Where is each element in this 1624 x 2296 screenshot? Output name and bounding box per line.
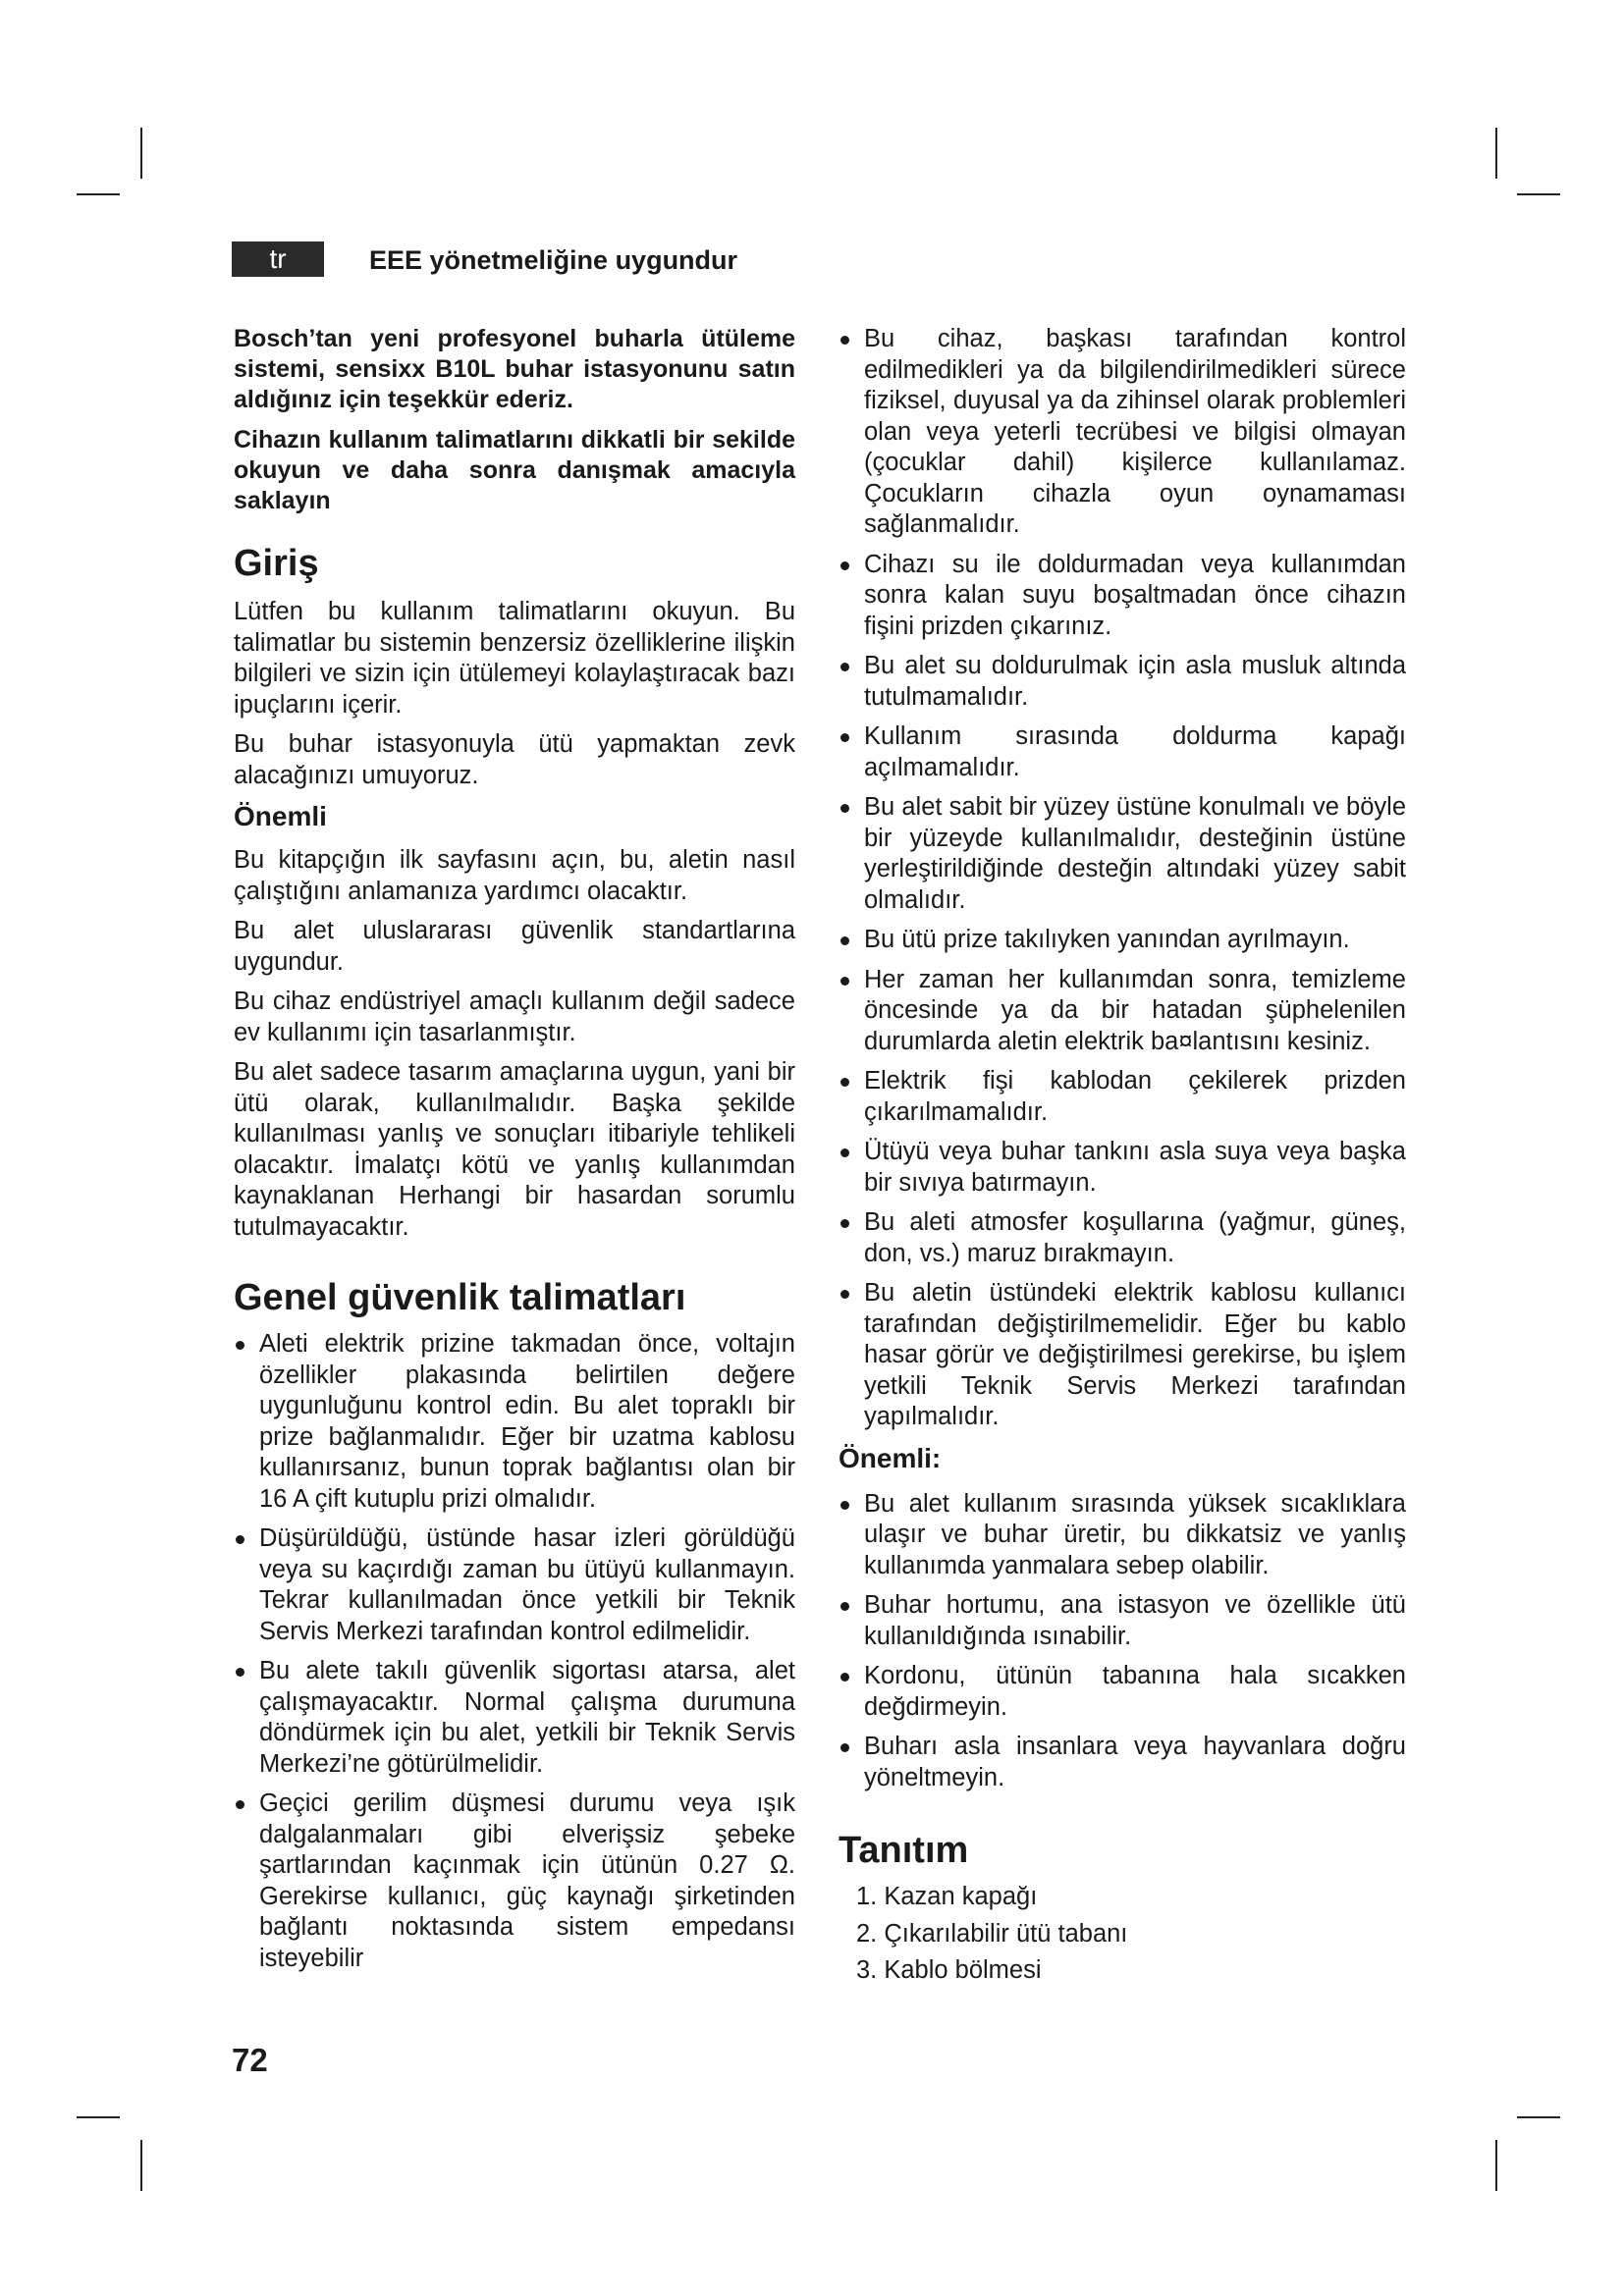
safety-list: [234, 1329, 795, 1974]
list-item: Bu alet kullanım sırasında yüksek sıcaklıklara ulaşır ve buhar üretir, bu dikkatsiz ve yanlış kullanımda yanmalara sebep olabilir.: [839, 1489, 1406, 1582]
crop-mark: [77, 2116, 120, 2118]
list-item: Her zaman her kullanımdan sonra, temizleme öncesinde ya da bir hatadan şüphelenilen durumlarda aletin elektrik ba¤lantısını kesiniz.: [839, 965, 1406, 1058]
page-number: 72: [232, 2042, 268, 2078]
crop-mark: [1517, 2116, 1560, 2118]
list-item: Elektrik fişi kablodan çekilerek prizden çıkarılmamalıdır.: [839, 1066, 1406, 1128]
list-item: Bu alet su doldurulmak için asla musluk altında tutulmamalıdır.: [839, 651, 1406, 713]
list-item: Cihazı su ile doldurmadan veya kullanımdan sonra kalan suyu boşaltmadan önce cihazın fişini prizden çıkarınız.: [839, 550, 1406, 643]
safety-list-continued: [839, 324, 1406, 1433]
section-heading-tanitim: Tanıtım: [839, 1830, 969, 1871]
list-item: Buhar hortumu, ana istasyon ve özellikle ütü kullanıldığında ısınabilir.: [839, 1590, 1406, 1652]
list-item: Aleti elektrik prizine takmadan önce, voltajın özellikler plakasında belirtilen değere uygunluğunu kontrol edin. Bu alet topraklı bir prize bağlanmalıdır. Eğer bir uzatma kablosu kullanırsanız, bunun toprak bağlantısı olan bir 16 A çift kutuplu prizi olmalıdır.: [234, 1329, 795, 1515]
right-column: [839, 324, 1406, 1993]
parts-list: [839, 1882, 1406, 1987]
parts-list-item: 2. Çıkarılabilir ütü tabanı: [856, 1919, 1128, 1948]
list-item: Kordonu, ütünün tabanına hala sıcakken değdirmeyin.: [839, 1661, 1406, 1723]
list-item: Bu aleti atmosfer koşullarına (yağmur, güneş, don, vs.) maruz bırakmayın.: [839, 1207, 1406, 1269]
subheading-onemli-2: Önemli:: [839, 1442, 942, 1473]
language-badge: tr: [232, 241, 324, 277]
paragraph: Bu alet uluslararası güvenlik standartlarına uygundur.: [234, 917, 795, 976]
paragraph: Bu cihaz endüstriyel amaçlı kullanım değil sadece ev kullanımı için tasarlanmıştır.: [234, 988, 795, 1046]
crop-mark: [140, 2140, 142, 2191]
crop-mark: [140, 128, 142, 179]
paragraph: Bu buhar istasyonuyla ütü yapmaktan zevk alacağınızı umuyoruz.: [234, 730, 795, 789]
crop-mark: [1495, 2140, 1497, 2191]
paragraph: Bu kitapçığın ilk sayfasını açın, bu, aletin nasıl çalıştığını anlamanıza yardımcı olacaktır.: [234, 846, 795, 905]
list-item: Bu alet sabit bir yüzey üstüne konulmalı ve böyle bir yüzeyde kullanılmalıdır, desteğinin üstüne yerleştirildiğinde desteğin altındaki yüzey sabit olmalıdır.: [839, 792, 1406, 916]
intro-paragraph: Cihazın kullanım talimatlarını dikkatli bir sekilde okuyun ve daha sonra danışmak amacıyla saklayın: [234, 426, 795, 514]
parts-list-item: 3. Kablo bölmesi: [856, 1956, 1042, 1984]
list-item: Bu aletin üstündeki elektrik kablosu kullanıcı tarafından değiştirilmemelidir. Eğer bu kablo hasar görür ve değiştirilmesi gerekirse, bu işlem yetkili Teknik Servis Merkezi tarafından yapılmalıdır.: [839, 1278, 1406, 1433]
left-column: [234, 324, 795, 1983]
list-item: Düşürüldüğü, üstünde hasar izleri görüldüğü veya su kaçırdığı zaman bu ütüyü kullanmayın. Tekrar kullanılmadan önce yetkili bir Teknik Servis Merkezi tarafından kontrol edilmelidir.: [234, 1523, 795, 1647]
list-item: Ütüyü veya buhar tankını asla suya veya başka bir sıvıya batırmayın.: [839, 1137, 1406, 1199]
list-item: Kullanım sırasında doldurma kapağı açılmamalıdır.: [839, 721, 1406, 783]
list-item: Bu ütü prize takılıyken yanından ayrılmayın.: [839, 925, 1406, 956]
paragraph: Bu alet sadece tasarım amaçlarına uygun, yani bir ütü olarak, kullanılmalıdır. Başka şekilde kullanılması yanlış ve sonuçları itibariyle tehlikeli olacaktır. İmalatçı kötü ve yanlış kullanımdan kaynaklanan Herhangi bir hasardan sorumlu tutulmayacaktır.: [234, 1058, 795, 1241]
crop-mark: [1517, 193, 1560, 195]
list-item: Buharı asla insanlara veya hayvanlara doğru yöneltmeyin.: [839, 1732, 1406, 1793]
list-item: Bu cihaz, başkası tarafından kontrol edilmedikleri ya da bilgilendirilmedikleri sürece fiziksel, duyusal ya da zihinsel olarak problemleri olan veya yeterli tecrübesi ve bilgisi olmayan (çocuklar dahil) kişilerce kullanılamaz. Çocukların cihazla oyun oynamaması sağlanmalıdır.: [839, 324, 1406, 541]
list-item: Geçici gerilim düşmesi durumu veya ışık dalgalanmaları gibi elverişsiz şebeke şartlarından kaçınmak için ütünün 0.27 Ω. Gerekirse kullanıcı, güç kaynağı şirketinden bağlantı noktasında sistem empedansı isteyebilir: [234, 1789, 795, 1974]
crop-mark: [1495, 128, 1497, 179]
parts-list-item: 1. Kazan kapağı: [856, 1883, 1038, 1910]
list-item: Bu alete takılı güvenlik sigortası atarsa, alet çalışmayacaktır. Normal çalışma durumuna döndürmek için bu alet, yetkili bir Teknik Servis Merkezi’ne götürülmelidir.: [234, 1656, 795, 1780]
important-list: [839, 1489, 1406, 1794]
paragraph: Lütfen bu kullanım talimatlarını okuyun. Bu talimatlar bu sistemin benzersiz özelliklerine ilişkin bilgileri ve sizin için ütülemeyi kolaylaştıracak bazı ipuçlarını içerir.: [234, 598, 795, 719]
subheading-onemli: Önemli: [234, 801, 327, 831]
crop-mark: [77, 193, 120, 195]
header-title: EEE yönetmeliğine uygundur: [369, 245, 738, 275]
section-heading-giris: Giriş: [234, 543, 319, 584]
section-heading-genel: Genel güvenlik talimatları: [234, 1277, 686, 1318]
intro-paragraph: Bosch’tan yeni profesyonel buharla ütüleme sistemi, sensixx B10L buhar istasyonunu satın aldığınız için teşekkür ederiz.: [234, 325, 795, 413]
